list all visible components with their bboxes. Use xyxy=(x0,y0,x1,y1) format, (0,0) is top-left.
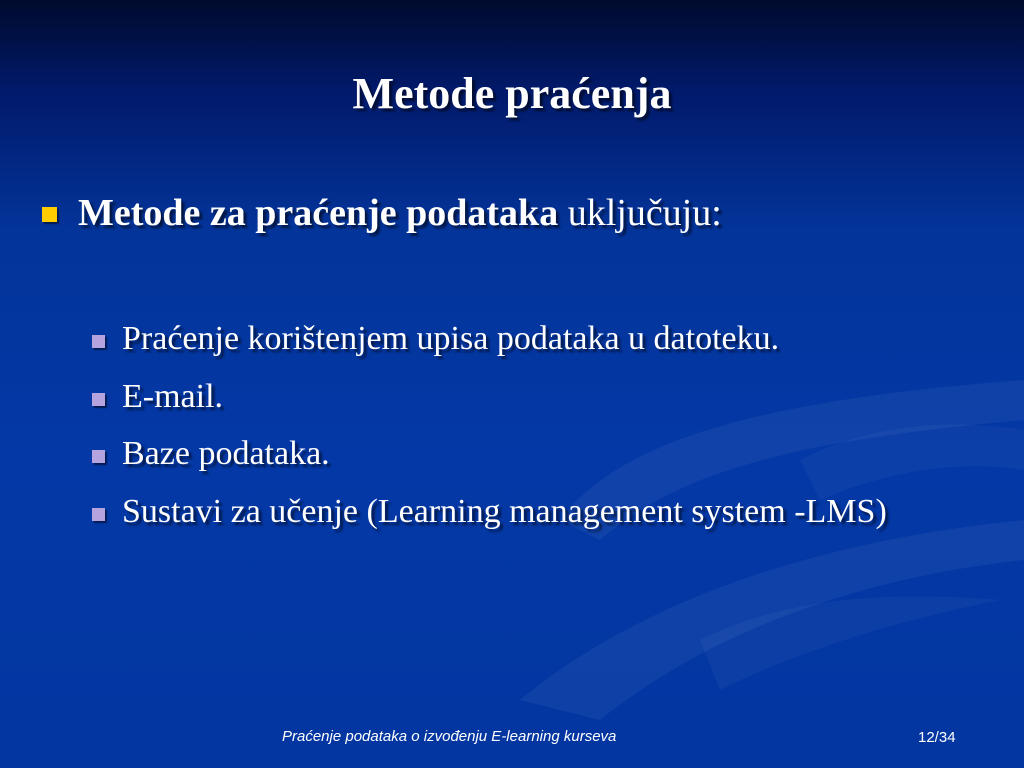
sub-bullet-text: E-mail. xyxy=(122,377,224,415)
square-bullet-icon xyxy=(92,393,105,406)
square-bullet-icon xyxy=(92,335,105,348)
slide-title: Metode praćenja xyxy=(352,69,672,118)
square-bullet-icon xyxy=(92,508,105,521)
page-number: 12/34 xyxy=(918,729,956,746)
sub-bullet-text: Sustavi za učenje (Learning management system -LMS) xyxy=(122,492,887,530)
footer-text: Praćenje podataka o izvođenju E-learning kurseva xyxy=(282,728,617,745)
sub-bullet-text: Praćenje korištenjem upisa podataka u datoteku. xyxy=(122,320,780,357)
main-bullet-text xyxy=(78,190,722,236)
sub-bullet-text: Baze podataka. xyxy=(122,435,330,472)
main-bullet-normal-text: uključuju: xyxy=(558,192,722,234)
square-bullet-icon xyxy=(42,207,57,222)
main-bullet-bold-text: Metode za praćenje podataka xyxy=(78,192,559,234)
square-bullet-icon xyxy=(92,450,105,463)
